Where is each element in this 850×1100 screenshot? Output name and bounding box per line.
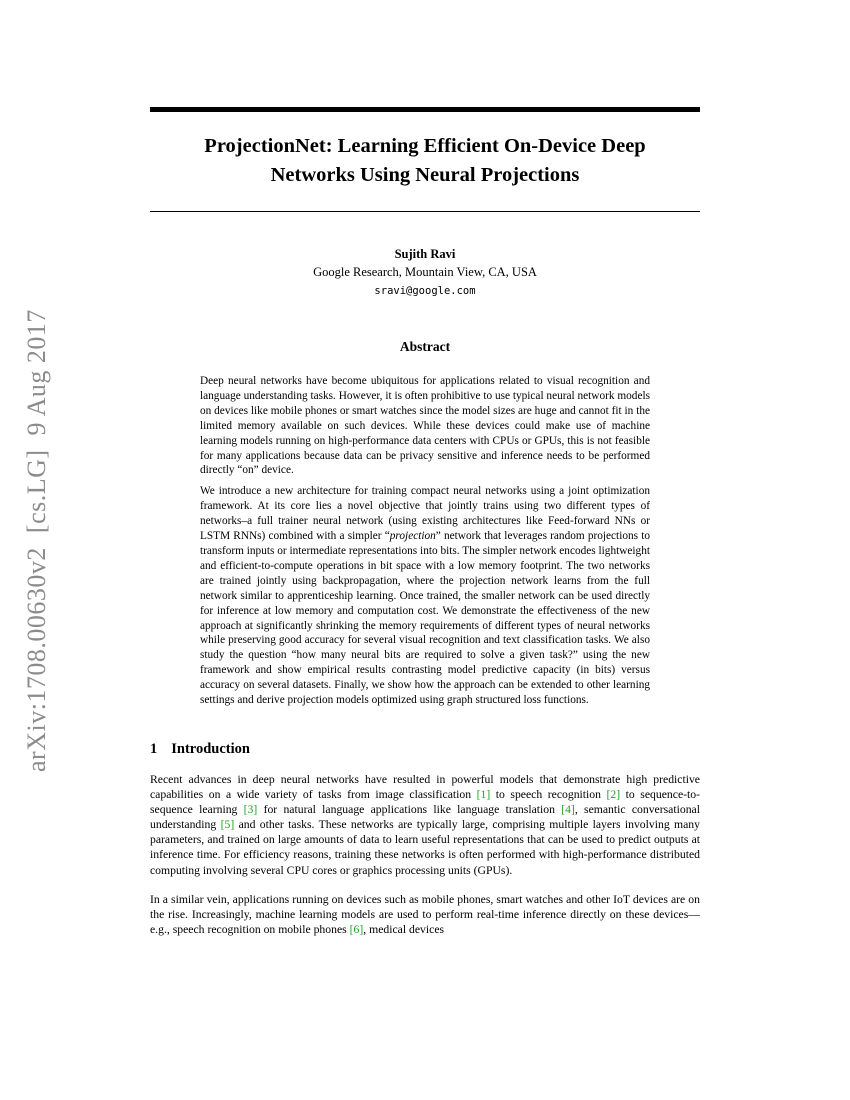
arxiv-watermark: arXiv:1708.00630v2 [cs.LG] 9 Aug 2017 bbox=[22, 309, 51, 772]
citation-link[interactable]: [2] bbox=[606, 788, 621, 802]
section-title: Introduction bbox=[171, 740, 250, 757]
title-bottom-rule bbox=[150, 211, 700, 212]
paper-title bbox=[150, 132, 700, 190]
intro-paragraph-1: Recent advances in deep neural networks have resulted in powerful models that demonstrate high predictive capabilities on a wide variety of tasks from image classification [1] to speech recognition [2] to sequence-to-sequence learning [3] for natural language applications like language translation [4], semantic conversational understanding [5] and other tasks. These networks are typically large, comprising multiple layers involving many parameters, and trained on large amounts of data to learn useful representations that can be used to predict outputs at inference time. For efficiency reasons, training these networks is often performed with high-performance distributed computing involving several CPU cores or graphics processing units (GPUs). bbox=[150, 772, 701, 877]
citation-link[interactable]: [4] bbox=[561, 803, 575, 817]
citation-link[interactable]: [5] bbox=[220, 818, 235, 832]
abstract-heading: Abstract bbox=[399, 339, 451, 354]
section-number: 1 bbox=[150, 740, 158, 757]
citation-link[interactable]: [1] bbox=[476, 788, 491, 802]
abstract-paragraph-1: Deep neural networks have become ubiquitous for applications related to visual recognition and language understanding tasks. However, it is often prohibitive to use typical neural network models on devices like mobile phones or smart watches since the model sizes are huge and cannot fit in the limited memory available on such devices. While these devices could make use of machine learning models running on high-performance data centers with CPUs or GPUs, this is not feasible for many applications because data can be privacy sensitive and inference needs to be performed directly “on” device. bbox=[200, 375, 650, 477]
paper-title-line1: ProjectionNet: Learning Efficient On-Device Deep bbox=[204, 135, 646, 157]
emphasized-text: projection bbox=[389, 530, 436, 543]
citation-link[interactable]: [3] bbox=[243, 803, 258, 817]
abstract-section bbox=[200, 374, 650, 708]
abstract-paragraph-2: We introduce a new architecture for training compact neural networks using a joint optimization framework. At its core lies a novel objective that jointly trains using two different types of networks–a full trainer neural network (using existing architectures like Feed-forward NNs or LSTM RNNs) combined with a simpler “projection” network that leverages random projections to transform inputs or intermediate representations into bits. The simpler network encodes lightweight and efficient-to-compute operations in bit space with a low memory footprint. The two networks are trained jointly using backpropagation, where the projection network learns from the full network similar to apprenticeship learning. Once trained, the smaller network can be used directly for inference at low memory and computation cost. We demonstrate the effectiveness of the new approach at significantly shrinking the memory requirements of different types of neural networks while preserving good accuracy for several visual recognition and text classification tasks. We also study the question “how many neural bits are required to solve a given task?” using the new framework and show empirical results contrasting model predictive capacity (in bits) versus accuracy on several datasets. Finally, we show how the approach can be extended to other learning settings and derive projection models optimized using graph structured loss functions. bbox=[200, 485, 650, 707]
author-affiliation: Google Research, Mountain View, CA, USA bbox=[313, 265, 537, 279]
paper-title-line2: Networks Using Neural Projections bbox=[270, 164, 580, 186]
intro-paragraph-2: In a similar vein, applications running on devices such as mobile phones, smart watches and other IoT devices are on the rise. Increasingly, machine learning models are used to perform real-time inference directly on these devices—e.g., speech recognition on mobile phones [6], medical devices bbox=[150, 892, 700, 936]
section-heading-introduction bbox=[150, 741, 700, 758]
title-top-rule bbox=[150, 107, 700, 112]
author-email: sravi@google.com bbox=[374, 285, 476, 297]
citation-link[interactable]: [6] bbox=[349, 922, 364, 936]
paper-content bbox=[150, 0, 700, 937]
author-name: Sujith Ravi bbox=[394, 247, 456, 261]
author-block bbox=[150, 246, 700, 299]
